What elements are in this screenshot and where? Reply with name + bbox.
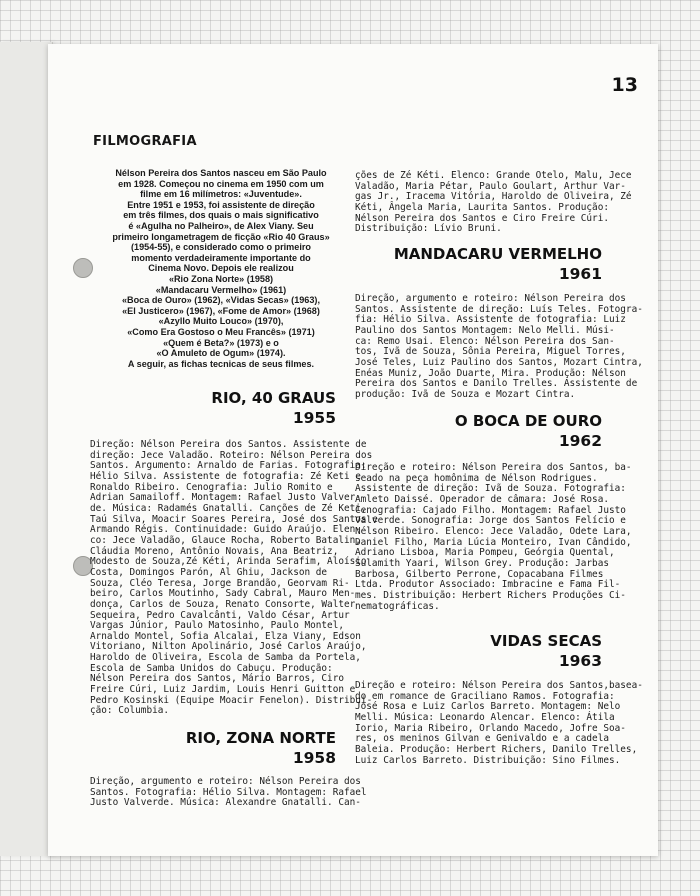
intro-paragraph [90,168,352,369]
intro-line: Nélson Pereira dos Santos nasceu em São Paulo [115,168,327,178]
intro-line: «Rio Zona Norte» (1958) [168,273,274,284]
credit-line: Justo Valverde. Música: Alexandre Gnatalli. Can- [90,797,361,809]
film-heading-mandacaru-vermelho [358,244,602,284]
document-page [48,44,658,856]
credit-line: Assistente de direção: Ivã de Souza. Fotografia: [355,483,626,495]
film-credits-rio-zona-norte-continued [355,171,632,235]
credit-line: Valadão, Maria Pétar, Paulo Goulart, Arthur Var- [355,180,626,192]
credit-line: Santos. Argumento: Arnaldo de Farias. Fotografia: [90,460,367,472]
film-heading-vidas-secas [448,631,602,671]
credit-line: Costa, Domingos Parón, Al Ghiu, Jackson de [90,566,328,578]
credit-line: tos, Ivã de Souza, Sônia Pereira, Miguel Torres, [355,346,626,358]
credit-line: Adrian Samailoff. Montagem: Rafael Justo Valver- [90,492,361,504]
film-year: 1961 [558,265,602,283]
credit-line: mes. Distribuição: Herbert Richers Produções Ci- [355,589,626,601]
intro-line: «Quem é Beta?» (1973) e o [163,337,279,348]
credit-line: Direção, argumento e roteiro: Nélson Pereira dos [90,776,361,787]
film-title: RIO, ZONA NORTE [185,729,336,747]
credit-line: Paulino dos Santos Montagem: Nelo Melli. Músi- [355,324,615,336]
intro-line: «Azyllo Muito Louco» (1970), [158,316,284,327]
intro-line: em três filmes, dos quais o mais significativo [123,210,319,221]
credit-line: do em romance de Graciliano Ramos. Fotografia: [355,690,615,702]
credit-line: Direção e roteiro: Nélson Pereira dos Santos,basea- [355,680,643,691]
film-credits-mandacaru-vermelho [355,294,643,401]
credit-line: Amleto Daissé. Operador de câmara: José Rosa. [355,493,609,505]
credit-line: Iorio, Maria Ribeiro, Orlando Macedo, Jofre Soa- [355,722,626,734]
credit-line: Escola de Samba Unidos do Cabuçu. Produção: [90,662,333,674]
credit-line: Hélio Silva. Assistente de fotografia: Zé Keti e [90,470,361,482]
credit-line: Pedro Kosinski (Equipe Moacir Fenelon). Distribui- [90,694,373,706]
credit-line: Direção: Nélson Pereira dos Santos. Assistente de [90,439,367,450]
film-credits-rio-40-graus [90,440,378,717]
credit-line: Kéti, Ângela Maria, Laurita Santos. Produção: [355,201,609,213]
intro-line: A seguir, as fichas tecnicas de seus filmes. [127,358,315,369]
credit-line: gas Jr., Iracema Vitória, Haroldo de Oliveira, Zé [355,191,632,203]
credit-line: Vitoriano, Nilton Apolinário, José Carlos Araújo, [90,641,367,653]
intro-line: é «Agulha no Palheiro», de Alex Viany. Seu [128,220,314,231]
credit-line: nematográficas. [355,600,440,612]
credit-line: Direção, argumento e roteiro: Nélson Pereira dos [355,293,626,304]
credit-line: ção: Columbia. [90,705,170,717]
credit-line: Valverde. Sonografia: Jorge dos Santos Felício e [355,515,626,527]
credit-line: fia: Hélio Silva. Assistente de fotografia: Luiz [355,314,626,326]
credit-line: Modesto de Souza,Zé Kéti, Arinda Serafim, Aloísio [90,556,367,568]
intro-line: filme em 16 milímetros: «Juventude». [140,189,302,200]
credit-line: Cláudia Moreno, Antônio Novais, Ana Beatriz, [90,545,339,557]
credit-line: Souza, Cléo Teresa, Jorge Brandão, Georvam Ri- [90,577,350,589]
film-year: 1963 [558,652,602,670]
page-number: 13 [611,74,638,96]
credit-line: Daniel Filho, Maria Lúcia Monteiro, Ivan Cândido, [355,536,632,548]
credit-line: Pereira dos Santos e Danilo Trelles. Assistente de [355,378,638,390]
intro-line: «El Justicero» (1967), «Fome de Amor» (1968) [122,305,320,316]
credit-line: ções de Zé Kéti. Elenco: Grande Otelo, Malu, Jece [355,170,632,181]
credit-line: Ronaldo Ribeiro. Cenografia: Julio Romito e [90,481,333,493]
credit-line: Nélson Pereira dos Santos, Mário Barros, Ciro [90,673,344,685]
intro-line: primeiro longametragem de ficção «Rio 40 Graus» [112,231,330,242]
credit-line: de. Música: Radamés Gnatalli. Canções de Zé Keti, [90,502,367,514]
credit-line: Nélson Ribeiro. Elenco: Jece Valadão, Odete Lara, [355,525,632,537]
credit-line: Sulamith Yaari, Wilson Grey. Produção: Jarbas [355,557,609,569]
credit-line: José Teles, Luiz Paulino dos Santos, Mozart Cintra, [355,356,643,368]
credit-line: Santos. Assistente de direção: Luís Teles. Fotogra- [355,303,643,315]
intro-line: «Boca de Ouro» (1962), «Vidas Secas» (1963), [122,295,320,306]
intro-line: Cinema Novo. Depois ele realizou [148,263,294,274]
intro-line: em 1928. Começou no cinema em 1950 com um [118,178,324,189]
film-year: 1955 [292,409,336,427]
film-title: RIO, 40 GRAUS [211,389,336,407]
credit-line: Vargas Júnior, Paulo Matosinho, Paulo Montel, [90,620,344,632]
film-credits-rio-zona-norte [90,777,367,809]
credit-line: Santos. Fotografia: Hélio Silva. Montagem: Rafael [90,786,367,798]
intro-line: «Mandacaru Vermelho» (1961) [155,284,287,295]
credit-line: Ltda. Produtor Associado: Imbracine e Fama Fil- [355,579,621,591]
film-year: 1962 [558,432,602,450]
credit-line: direção: Jece Valadão. Roteiro: Nélson Pereira dos [90,449,373,461]
credit-line: Barbosa, Gilberto Perrone, Copacabana Filmes [355,568,604,580]
credit-line: co: Jece Valadão, Glauce Rocha, Roberto Batalin, [90,534,361,546]
credit-line: Direção e roteiro: Nélson Pereira dos Santos, ba- [355,462,632,473]
intro-line: momento verdadeiramente importante do [131,252,311,263]
film-title: VIDAS SECAS [490,632,602,650]
credit-line: Enéas Muniz, João Duarte, Mira. Produção: Nélson [355,367,626,379]
credit-line: produção: Ivã de Souza e Mozart Cintra. [355,388,576,400]
film-title: O BOCA DE OURO [454,412,602,430]
film-heading-rio-zona-norte [128,728,336,768]
page-title: FILMOGRAFIA [93,134,197,149]
credit-line: Haroldo de Oliveira, Escola de Samba da Portela, [90,652,361,664]
credit-line: res, os meninos Gilvan e Genivaldo e a cadela [355,733,609,745]
intro-line: (1954-55), e considerado como o primeiro [131,242,311,253]
intro-line: «O Amuleto de Ogum» (1974). [156,348,286,359]
intro-line: Entre 1951 e 1953, foi assistente de direção [127,199,315,210]
credit-line: Sequeira, Pedro Cavalcânti, Valdo César, Artur [90,609,350,621]
credit-line: Adriano Lisboa, Maria Pompeu, Geórgia Quental, [355,547,615,559]
film-credits-vidas-secas [355,681,643,766]
intro-line: «Como Era Gostoso o Meu Francês» (1971) [127,326,315,337]
credit-line: José Rosa e Luiz Carlos Barreto. Montagem: Nelo [355,701,621,713]
film-heading-rio-40-graus [148,388,336,428]
credit-line: Armando Régis. Continuidade: Guido Araújo. Elen- [90,524,361,536]
credit-line: beiro, Carlos Moutinho, Sady Cabral, Mauro Men- [90,588,356,600]
credit-line: Luiz Carlos Barreto. Distribuição: Sino Filmes. [355,754,621,766]
credit-line: Nélson Pereira dos Santos e Ciro Freire Cúri. [355,212,609,224]
film-credits-o-boca-de-ouro [355,463,632,612]
credit-line: Freire Cúri, Luiz Jardim, Louis Henri Guitton e [90,684,356,696]
credit-line: Taú Silva, Moacir Soares Pereira, José dos Santos e [90,513,378,525]
credit-line: seado na peça homônima de Nélson Rodrigues. [355,472,598,484]
credit-line: Distribuição: Lívio Bruni. [355,223,502,235]
film-year: 1958 [292,749,336,767]
previous-page-edge [0,42,53,856]
credit-line: Baleia. Produção: Herbert Richers, Danilo Trelles, [355,743,638,755]
credit-line: ca: Remo Usai. Elenco: Nélson Pereira dos San- [355,335,615,347]
film-heading-o-boca-de-ouro [408,411,602,451]
credit-line: Cenografia: Cajado Filho. Montagem: Rafael Justo [355,504,626,516]
credit-line: Melli. Música: Leonardo Alencar. Elenco: Átila [355,711,615,723]
credit-line: Arnaldo Montel, Sofia Alcalai, Elza Viany, Edson [90,630,361,642]
credit-line: donça, Carlos de Souza, Renato Consorte, Walter [90,598,356,610]
film-title: MANDACARU VERMELHO [393,245,602,263]
